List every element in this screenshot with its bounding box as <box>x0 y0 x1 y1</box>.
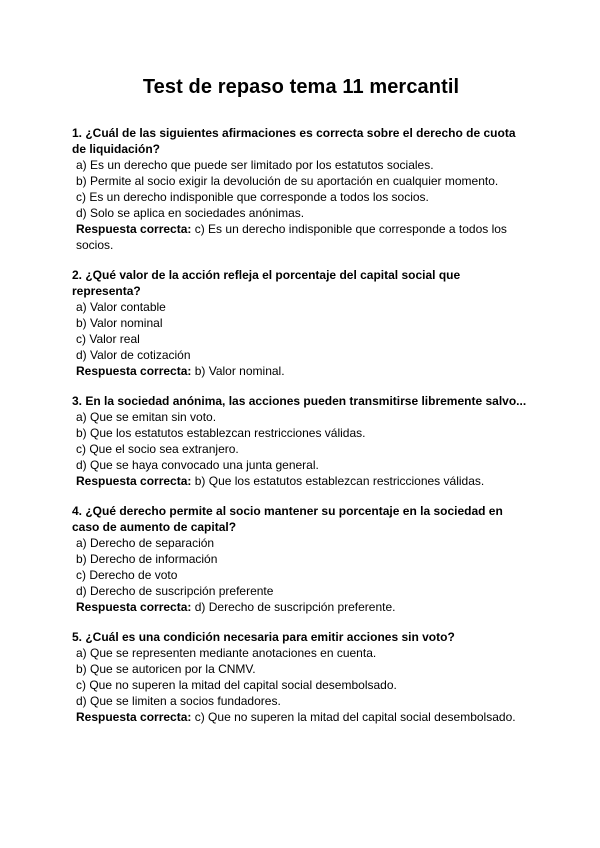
answer-label: Respuesta correcta: <box>76 364 192 378</box>
correct-answer <box>72 363 530 379</box>
question-2 <box>72 267 530 379</box>
option-a: a) Que se emitan sin voto. <box>76 410 217 424</box>
option-a: a) Que se representen mediante anotaciones en cuenta. <box>76 646 377 660</box>
correct-answer <box>72 221 530 253</box>
question-text: 2. ¿Qué valor de la acción refleja el porcentaje del capital social que representa? <box>72 268 461 298</box>
option-c: c) Valor real <box>76 332 140 346</box>
option-d: d) Solo se aplica en sociedades anónimas. <box>76 206 305 220</box>
answer-text: c) Es un derecho indisponible que corresponde a todos los socios. <box>76 222 507 252</box>
question-text: 4. ¿Qué derecho permite al socio mantener su porcentaje en la sociedad en caso de aumento de capital? <box>72 504 503 534</box>
question-text: 5. ¿Cuál es una condición necesaria para emitir acciones sin voto? <box>72 630 455 644</box>
answer-label: Respuesta correcta: <box>76 600 192 614</box>
option-a: a) Es un derecho que puede ser limitado por los estatutos sociales. <box>76 158 434 172</box>
answer-text: d) Derecho de suscripción preferente. <box>191 600 396 614</box>
answer-text: b) Valor nominal. <box>191 364 285 378</box>
option-c: c) Derecho de voto <box>76 568 178 582</box>
answer-label: Respuesta correcta: <box>76 474 192 488</box>
answer-label: Respuesta correcta: <box>76 710 192 724</box>
option-b: b) Que los estatutos establezcan restricciones válidas. <box>76 426 366 440</box>
question-text: 3. En la sociedad anónima, las acciones pueden transmitirse libremente salvo... <box>72 394 527 408</box>
answer-text: b) Que los estatutos establezcan restricciones válidas. <box>191 474 485 488</box>
option-d: d) Que se haya convocado una junta general. <box>76 458 319 472</box>
option-a: a) Valor contable <box>76 300 166 314</box>
question-3 <box>72 393 530 489</box>
option-b: b) Que se autoricen por la CNMV. <box>76 662 256 676</box>
correct-answer <box>72 473 530 489</box>
question-5 <box>72 629 530 725</box>
option-a: a) Derecho de separación <box>76 536 215 550</box>
option-c: c) Que no superen la mitad del capital social desembolsado. <box>76 678 397 692</box>
option-b: b) Valor nominal <box>76 316 163 330</box>
option-c: c) Que el socio sea extranjero. <box>76 442 239 456</box>
option-c: c) Es un derecho indisponible que corresponde a todos los socios. <box>76 190 429 204</box>
option-d: d) Que se limiten a socios fundadores. <box>76 694 281 708</box>
option-d: d) Derecho de suscripción preferente <box>76 584 274 598</box>
question-1 <box>72 125 530 253</box>
page-title: Test de repaso tema 11 mercantil <box>142 76 460 98</box>
correct-answer <box>72 709 530 725</box>
option-d: d) Valor de cotización <box>76 348 191 362</box>
correct-answer <box>72 599 530 615</box>
option-b: b) Derecho de información <box>76 552 218 566</box>
answer-text: c) Que no superen la mitad del capital social desembolsado. <box>191 710 516 724</box>
question-4 <box>72 503 530 615</box>
question-list <box>72 125 530 725</box>
option-b: b) Permite al socio exigir la devolución de su aportación en cualquier momento. <box>76 174 499 188</box>
answer-label: Respuesta correcta: <box>76 222 192 236</box>
question-text: 1. ¿Cuál de las siguientes afirmaciones es correcta sobre el derecho de cuota de liquidación? <box>72 126 516 156</box>
